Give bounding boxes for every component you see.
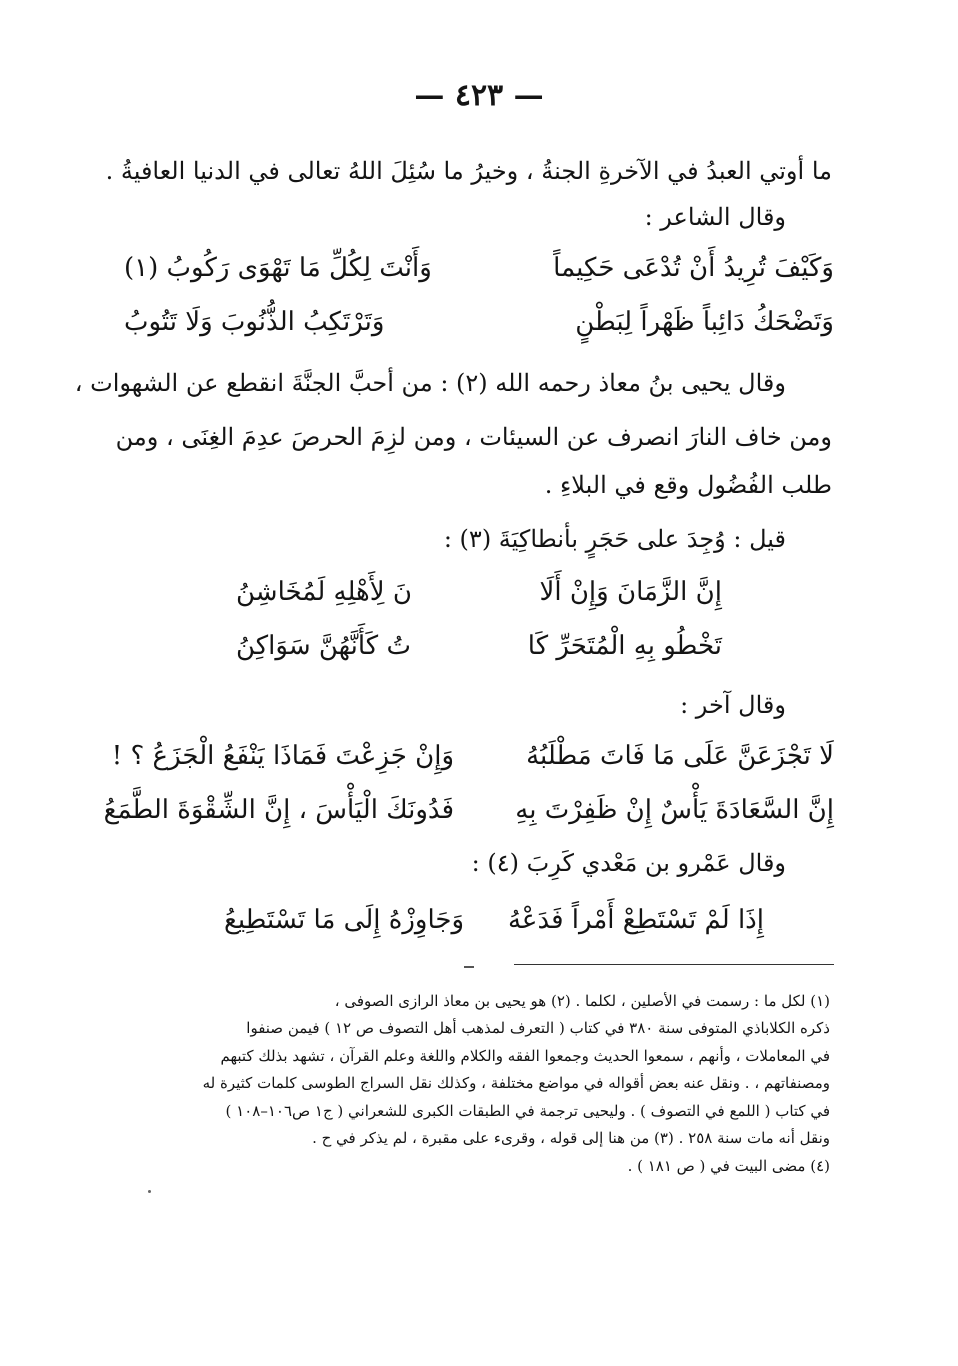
verse-6 [103, 788, 834, 832]
verse-4-second-hemistich: تُ كَأَنَّهُنَّ سَوَاكِنُ [236, 631, 411, 661]
text-line-4: ومن خاف النارَ انصرف عن السيئات ، ومن لزِمَ الحرصَ عدِمَ الغِنَى ، ومن [115, 423, 832, 451]
verse-1 [124, 246, 834, 290]
verse-6-second-hemistich: فَدُونَكَ الْيَأْسَ ، إِنَّ الشِّقْوَةَ الطَّمَعُ [103, 795, 454, 825]
verse-5-first-hemistich: لَا تَجْزَعَنَّ عَلَى مَا فَاتَ مَطْلَبُهُ [526, 741, 834, 771]
verse-2-first-hemistich: وَتَضْحَكُ دَائِباً ظَهْراً لِبَطْنٍ [575, 307, 834, 337]
text-line-8: وقال عَمْرو بن مَعْدي كَرِبَ (٤) : [471, 849, 786, 877]
footnote-line-7: (٤) مضى البيت في ( ص ١٨١ ) . [627, 1157, 830, 1175]
text-line-6: قيل : وُجِدَ على حَجَرٍ بأنطاكِيَةَ (٣) : [443, 525, 786, 553]
verse-1-second-hemistich: وَأَنْتَ لِكُلِّ مَا تَهْوَى رَكُوبُ (١) [124, 253, 432, 283]
verse-3-second-hemistich: نَ لِأَهْلِهِ لَمُخَاشِنُ [236, 577, 412, 607]
footnote-line-4: ومصنفاتهم ، . ونقل عنه بعض أقواله في مواضع مختلفة ، وكذلك نقل السراج الطوسى كلمات كثيرة له [202, 1074, 830, 1092]
verse-4-first-hemistich: تَخْطُو بِهِ الْمُتَحَرِّ كَا [527, 631, 722, 661]
footnote-line-6: ونقل أنه مات سنة ٢٥٨ . (٣) من هنا إلى قوله ، وقرىء على مقبرة ، لم يذكر في ح . [312, 1129, 830, 1147]
footnote-line-1: (١) لكل ما : رسمت في الأصلين ، لكلما . (٢) هو يحيى بن معاذ الرازى الصوفى ، [334, 992, 830, 1010]
footnote-line-5: في كتاب ( اللمع في التصوف ) . وليحيى ترجمة في الطبقات الكبرى للشعراني ( ج١ ص١٠٦–١٠٨ ) [225, 1102, 830, 1120]
verse-2 [124, 300, 834, 344]
text-line-7: وقال آخر : [680, 691, 786, 719]
verse-3-first-hemistich: إِنَّ الزَّمَانَ وَإِنْ أَلَا [539, 577, 722, 607]
text-line-2: وقال الشاعر : [644, 203, 786, 231]
footnote-line-2: ذكره الكلاباذي المتوفى سنة ٣٨٠ في كتاب ( التعرف لمذهب أهل التصوف ص ١٢ ) فيمن صنفوا [246, 1019, 830, 1037]
verse-7-first-hemistich: إِذَا لَمْ تَسْتَطِعْ أَمْراً فَدَعْهُ [507, 905, 764, 935]
text-line-3: وقال يحيى بنُ معاذ رحمه الله (٢) : من أحبَّ الجنَّةَ انقطع عن الشهوات ، [74, 369, 786, 397]
footnote-line-3: في المعاملات ، وأنهم ، سمعوا الحديث وجمعوا الفقه والكلام واللغة وعلم القرآن ، تشهد بذلك كتبهم [220, 1047, 830, 1065]
footnote-separator [514, 964, 834, 965]
verse-5 [111, 734, 834, 778]
text-line-5: طلب الفُضُول وقع في البلاءِ . [544, 471, 832, 499]
verse-3 [236, 570, 722, 614]
page-number: — ٤٢٣ — [414, 78, 544, 113]
ink-speck [464, 966, 474, 968]
verse-2-second-hemistich: وَتَرْتَكِبُ الذُّنُوبَ وَلَا تَتُوبُ [124, 307, 385, 337]
text-line-1: ما أوتي العبدُ في الآخرةِ الجنةُ ، وخيرُ ما سُئِلَ اللهُ تعالى في الدنيا العافيةُ . [105, 157, 832, 185]
verse-1-first-hemistich: وَكَيْفَ تُرِيدُ أَنْ تُدْعَى حَكِيماً [553, 253, 834, 283]
verse-6-first-hemistich: إِنَّ السَّعَادَةَ يَأْسٌ إِنْ ظَفِرْتَ بِهِ [515, 795, 834, 825]
verse-7 [124, 898, 834, 942]
stray-mark [148, 1190, 151, 1193]
verse-5-second-hemistich: وَإِنْ جَزِعْتَ فَمَاذَا يَنْفَعُ الْجَزَعُ ؟ ! [111, 741, 454, 771]
verse-4 [236, 624, 722, 668]
verse-7-second-hemistich: وَجَاوِزْهُ إِلَى مَا تَسْتَطِيعُ [224, 905, 465, 935]
